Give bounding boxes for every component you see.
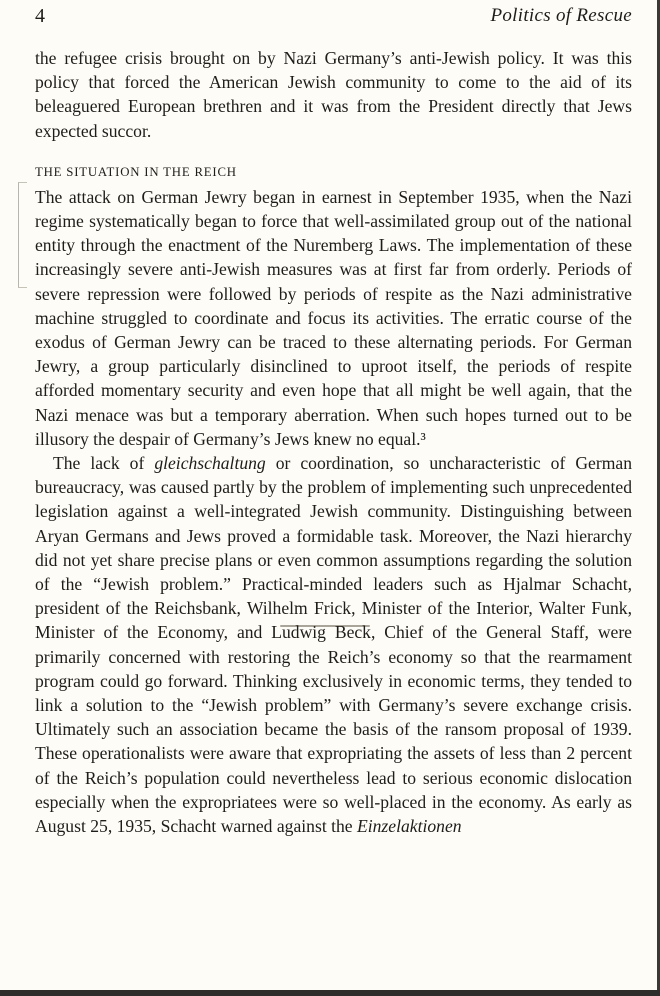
- paragraph-text-segment: The lack of: [53, 453, 155, 474]
- section-heading: THE SITUATION IN THE REICH: [35, 164, 237, 179]
- paragraph-text-segment: or coordination, so uncharacteristic of German bureaucracy, was caused partly by the problem of implementing such unprecedented legislation against a well-integrated Jewish community. Distinguishing between Aryan Germans and Jews proved a formidable task. Moreover, the Nazi hierarchy did not yet share precise plans or even common assumptions regarding the solution of the “Jewish problem.” Practical-minded leaders such as Hjalmar Schacht, president of the Reichsbank, Wilhelm Frick, Minister of the Interior, Walter Funk, Minister of the Economy, and Ludwig Beck, Chief of the General Staff, were primarily concerned with restoring the Reich’s economy so that the rearmament program could go forward. Thinking exclusively in economic terms, they tended to link a solution to the “Jewish problem” with Germany’s severe exchange crisis. Ultimately such an association became the basis of the ransom proposal of 1939. These operationalists were aware that expropriating the assets of less than 2 percent of the Reich’s population could nevertheless lead to serious economic dislocation especially when the expropriatees were so well-placed in the economy. As early as August 25, 1935, Schacht warned against the: [35, 453, 632, 837]
- italic-term-gleichschaltung: gleichschaltung: [154, 453, 266, 474]
- italic-term-einzelaktionen: Einzelaktionen: [357, 816, 462, 837]
- scan-bottom-edge: [0, 990, 660, 996]
- running-head: Politics of Rescue: [490, 5, 632, 26]
- paragraph-situation: The attack on German Jewry began in earnest in September 1935, when the Nazi regime systematically began to force that well-assimilated group out of the national entity through the enactment of the Nuremberg Laws. The implementation of these increasingly severe anti-Jewish measures was at first far from orderly. Periods of severe repression were followed by periods of respite as the Nazi administrative machine struggled to coordinate and focus its activities. The erratic course of the exodus of German Jewry can be traced to these alternating periods. For German Jewry, a group particularly disinclined to uproot itself, the periods of respite afforded momentary security and even hope that all might be well again, that the Nazi menace was but a temporary aberration. When such hopes turned out to be illusory the despair of Germany’s Jews knew no equal.³: [35, 186, 632, 449]
- paragraph-intro: the refugee crisis brought on by Nazi Germany’s anti-Jewish policy. It was this policy that forced the American Jewish community to come to the aid of its beleaguered European brethren and it was from the President directly that Jews expected succor.: [35, 48, 632, 141]
- paragraph-coordination: [35, 451, 632, 838]
- page-body: [35, 46, 632, 838]
- page-number: 4: [35, 5, 45, 27]
- margin-pencil-mark: [18, 182, 27, 288]
- page-header: [35, 5, 632, 31]
